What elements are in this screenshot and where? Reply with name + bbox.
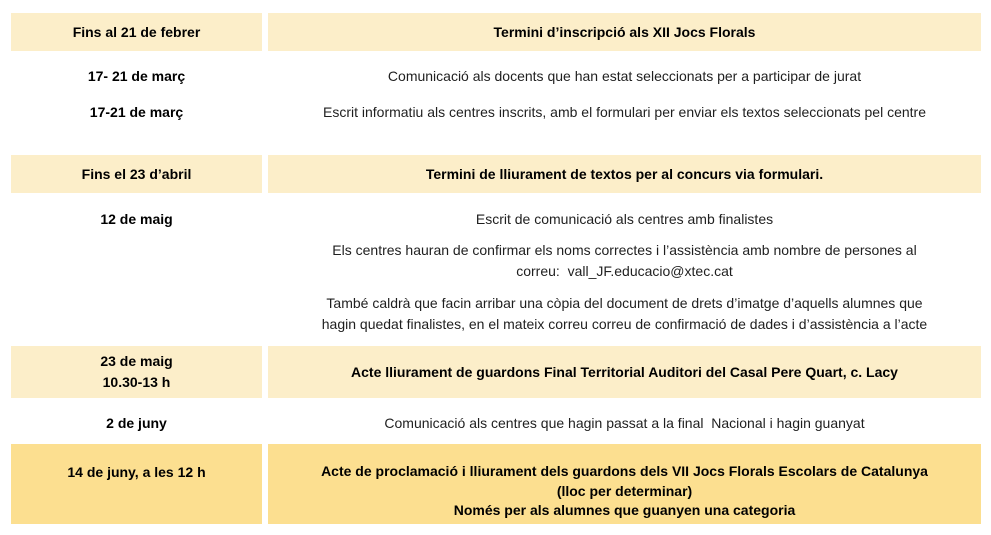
text-line: Els centres hauran de confirmar els noms correctes i l’assistència amb nombre de persones al <box>332 242 917 258</box>
description-cell <box>268 444 981 524</box>
table-row <box>11 155 981 193</box>
text-line: 2 de juny <box>106 415 167 431</box>
text-line: També caldrà que facin arribar una còpia del document de drets d’imatge d’aquells alumnes que <box>326 295 923 311</box>
text-line: 10.30-13 h <box>102 374 171 390</box>
text-line: Acte lliurament de guardons Final Territorial Auditori del Casal Pere Quart, c. Lacy <box>351 363 898 380</box>
text-line: Escrit de comunicació als centres amb finalistes <box>475 211 774 227</box>
date-cell <box>11 293 262 335</box>
description-cell <box>268 413 981 434</box>
text-line: Termini de lliurament de textos per al concurs via formulari. <box>425 165 824 182</box>
text-line: Només per als alumnes que guanyen una categoria <box>453 502 796 518</box>
description-cell <box>268 66 981 87</box>
description-cell <box>268 13 981 51</box>
text-line: 17- 21 de març <box>87 68 186 84</box>
description-cell <box>268 102 981 123</box>
table-row <box>11 413 981 434</box>
text-line: hagin quedat finalistes, en el mateix correu correu de confirmació de dades i d’assistència a l’acte <box>321 316 928 332</box>
table-row <box>11 209 981 230</box>
text-line: 14 de juny, a les 12 h <box>67 464 206 480</box>
text-line: (lloc per determinar) <box>556 482 693 499</box>
date-cell <box>11 240 262 282</box>
text-line: Acte de proclamació i lliurament dels guardons dels VII Jocs Florals Escolars de Catalunya <box>321 463 928 479</box>
text-line: 17-21 de març <box>89 104 184 120</box>
date-cell <box>11 209 262 230</box>
description-cell <box>268 155 981 193</box>
table-row <box>11 444 981 524</box>
description-cell <box>268 346 981 398</box>
text-line: Comunicació als centres que hagin passat a la final Nacional i hagin guanyat <box>384 415 865 431</box>
text-line: 23 de maig <box>100 353 173 369</box>
date-cell <box>11 346 262 398</box>
description-cell <box>268 293 981 335</box>
date-cell <box>11 155 262 193</box>
table-row <box>11 102 981 123</box>
text-line: correu: vall_JF.educacio@xtec.cat <box>516 263 733 279</box>
date-cell <box>11 66 262 87</box>
date-cell <box>11 444 262 524</box>
table-row <box>11 346 981 398</box>
date-cell <box>11 13 262 51</box>
table-row <box>11 66 981 87</box>
table-row <box>11 13 981 51</box>
text-line: 12 de maig <box>100 211 173 227</box>
text-line: Fins el 23 d’abril <box>81 165 192 182</box>
description-cell <box>268 209 981 230</box>
table-row <box>11 293 981 335</box>
date-cell <box>11 102 262 123</box>
date-cell <box>11 413 262 434</box>
text-line: Fins al 21 de febrer <box>72 23 201 40</box>
text-line: Escrit informatiu als centres inscrits, amb el formulari per enviar els textos seleccionats pel centre <box>322 104 926 120</box>
table-row <box>11 240 981 282</box>
description-cell <box>268 240 981 282</box>
text-line: Comunicació als docents que han estat seleccionats per a participar de jurat <box>387 68 862 84</box>
text-line: Termini d’inscripció als XII Jocs Florals <box>493 23 756 40</box>
